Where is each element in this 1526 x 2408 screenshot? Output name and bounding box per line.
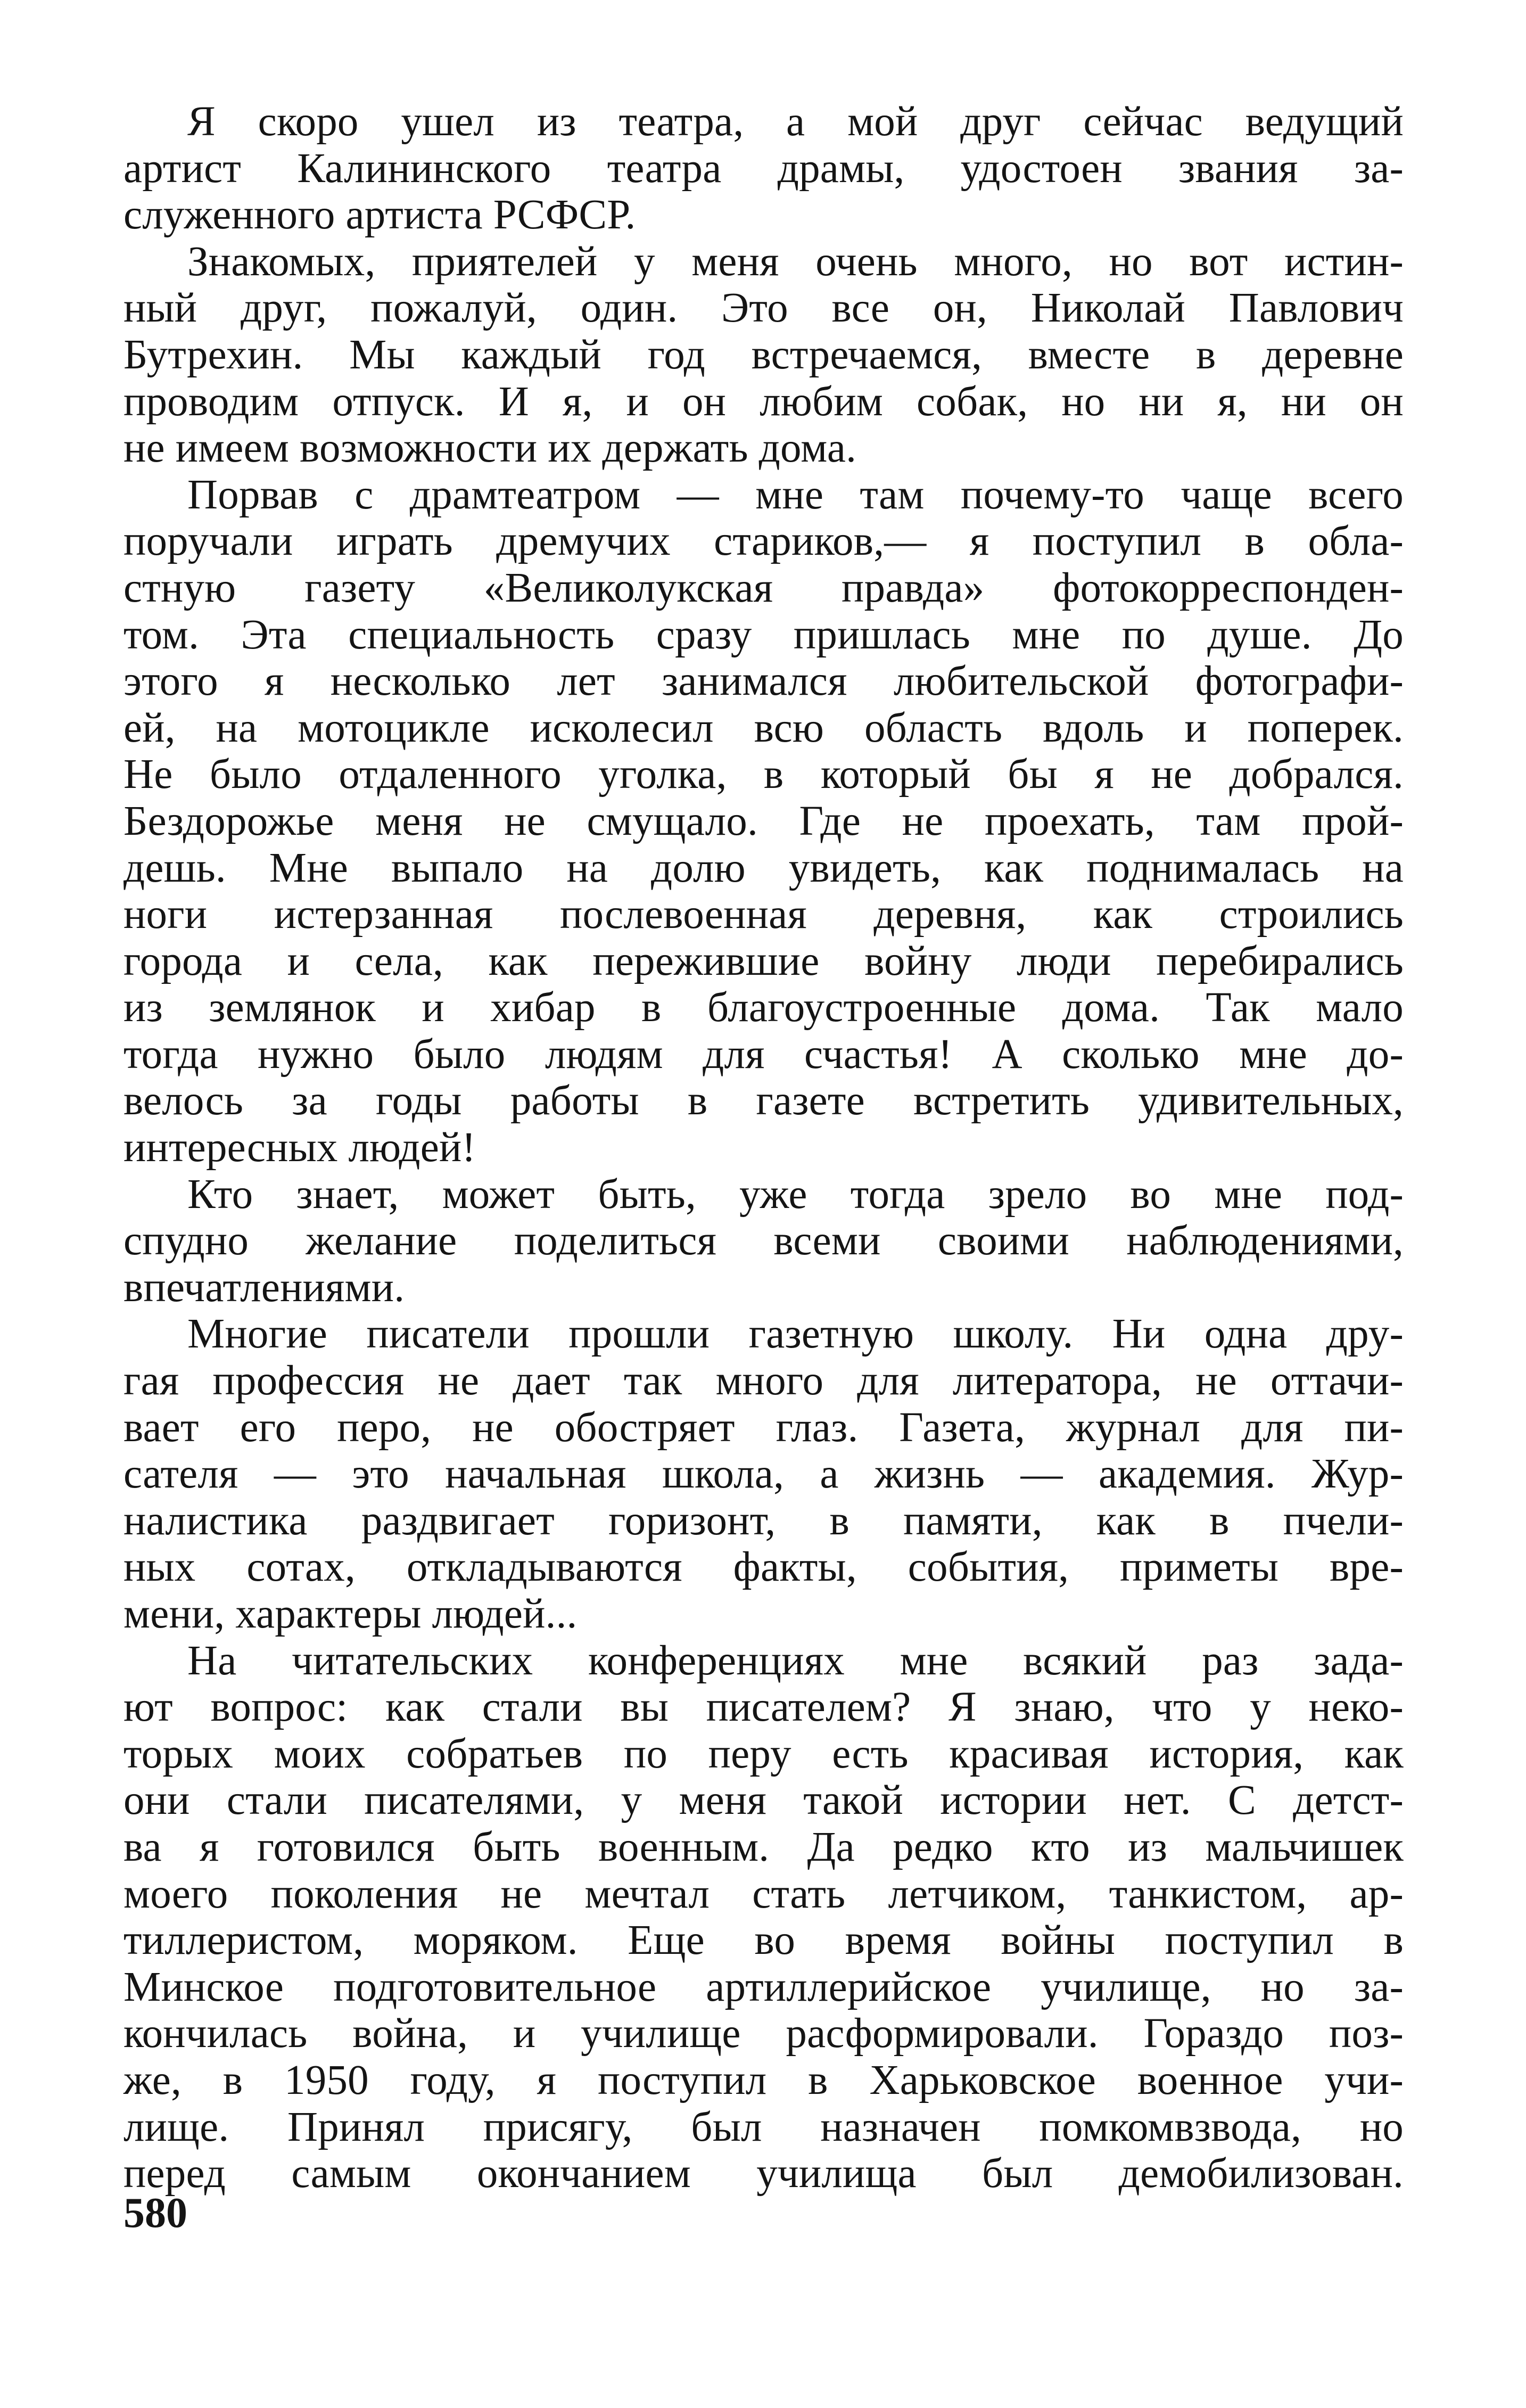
text-line: мени, характеры людей... (123, 1591, 578, 1637)
text-line: ва я готовился быть военным. Да редко кто из мальчишек (123, 1823, 1404, 1870)
text-line: этого я несколько лет занимался любительской фотографи- (123, 658, 1404, 705)
text-line: кончилась война, и училище расформировали. Гораздо поз- (123, 2010, 1404, 2057)
text-line: города и села, как пережившие войну люди перебирались (123, 938, 1404, 984)
text-line: они стали писателями, у меня такой истории нет. С детст- (123, 1777, 1404, 1824)
text-line: Бутрехин. Мы каждый год встречаемся, вместе в деревне (123, 331, 1404, 378)
text-line: спудно желание поделиться всеми своими наблюдениями, (123, 1218, 1404, 1264)
paragraph-5 (123, 1311, 1404, 1637)
text-line: поручали играть дремучих стариков,— я поступил в обла- (123, 518, 1404, 565)
text-line: перед самым окончанием училища был демобилизован. (123, 2150, 1404, 2197)
text-line: гая профессия не дает так много для литератора, не оттачи- (123, 1358, 1404, 1404)
text-line: моего поколения не мечтал стать летчиком, танкистом, ар- (123, 1870, 1404, 1917)
paragraph-3 (123, 472, 1404, 1171)
paragraph-2 (123, 239, 1404, 472)
text-line: ноги истерзанная послевоенная деревня, как строились (123, 891, 1404, 938)
paragraph-6 (123, 1638, 1404, 2197)
text-line: вает его перо, не обостряет глаз. Газета, журнал для пи- (123, 1404, 1404, 1451)
text-line: лище. Принял присягу, был назначен помкомвзвода, но (123, 2103, 1404, 2150)
text-line: том. Эта специальность сразу пришлась мне по душе. До (123, 611, 1404, 658)
text-line: ных сотах, откладываются факты, события, приметы вре- (123, 1544, 1404, 1591)
paragraph-4 (123, 1171, 1404, 1311)
text-line: не имеем возможности их держать дома. (123, 425, 857, 472)
text-line: ют вопрос: как стали вы писателем? Я знаю, что у неко- (123, 1684, 1404, 1731)
text-line: Не было отдаленного уголка, в который бы я не добрался. (123, 751, 1404, 798)
text-line: На читательских конференциях мне всякий раз зада- (187, 1637, 1404, 1684)
text-line: интересных людей! (123, 1124, 476, 1171)
text-line: Кто знает, может быть, уже тогда зрело во мне под- (187, 1171, 1404, 1218)
text-line: проводим отпуск. И я, и он любим собак, но ни я, ни он (123, 378, 1404, 425)
paragraph-1 (123, 98, 1404, 239)
text-line: велось за годы работы в газете встретить удивительных, (123, 1078, 1404, 1124)
text-line: ный друг, пожалуй, один. Это все он, Николай Павлович (123, 285, 1404, 332)
text-line: стную газету «Великолукская правда» фотокорреспонден- (123, 564, 1404, 611)
text-line: Минское подготовительное артиллерийское училище, но за- (123, 1963, 1404, 2010)
text-line: налистика раздвигает горизонт, в памяти, как в пчели- (123, 1497, 1404, 1544)
page-number: 580 (123, 2190, 187, 2237)
text-line: дешь. Мне выпало на долю увидеть, как поднималась на (123, 844, 1404, 891)
text-line: тогда нужно было людям для счастья! А сколько мне до- (123, 1031, 1404, 1078)
text-line: Я скоро ушел из театра, а мой друг сейчас ведущий (187, 98, 1404, 145)
text-line: Многие писатели прошли газетную школу. Ни одна дру- (187, 1311, 1404, 1358)
text-line: из землянок и хибар в благоустроенные дома. Так мало (123, 984, 1404, 1031)
text-line: служенного артиста РСФСР. (123, 192, 636, 239)
text-line: впечатлениями. (123, 1264, 405, 1311)
page-body (123, 98, 1404, 2197)
text-line: тиллеристом, моряком. Еще во время войны поступил в (123, 1917, 1404, 1964)
text-line: ей, на мотоцикле исколесил всю область вдоль и поперек. (123, 704, 1404, 751)
text-line: артист Калининского театра драмы, удостоен звания за- (123, 145, 1404, 192)
text-line: торых моих собратьев по перу есть красивая история, как (123, 1730, 1404, 1777)
text-line: же, в 1950 году, я поступил в Харьковское военное учи- (123, 2057, 1404, 2103)
text-line: Порвав с драмтеатром — мне там почему-то чаще всего (187, 471, 1404, 518)
text-line: сателя — это начальная школа, а жизнь — академия. Жур- (123, 1451, 1404, 1498)
text-line: Знакомых, приятелей у меня очень много, но вот истин- (187, 238, 1404, 285)
text-line: Бездорожье меня не смущало. Где не проехать, там прой- (123, 798, 1404, 844)
